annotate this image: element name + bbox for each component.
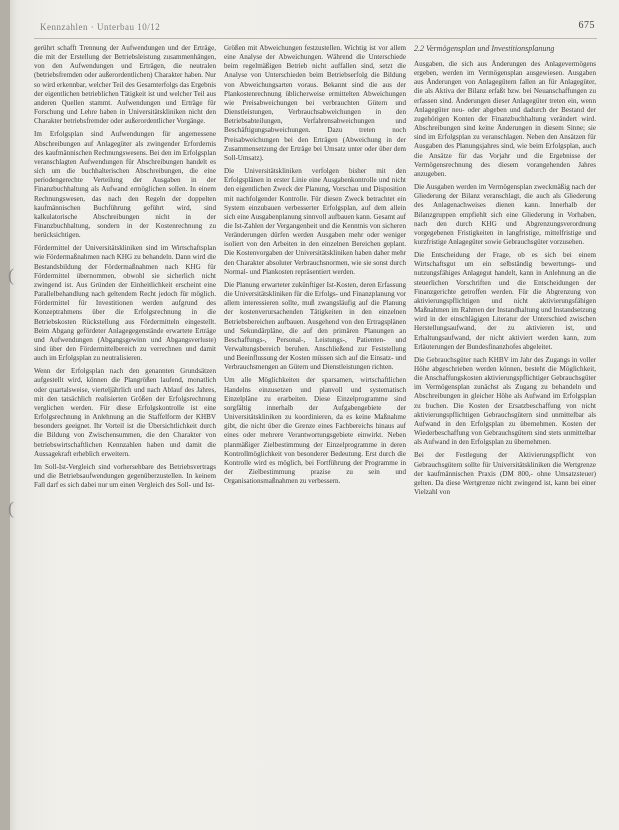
paragraph: Die Universitätskliniken verfolgen bisher mit den Erfolgsplänen in erster Linie eine Ausgabenkontrolle und nicht den eigentlichen Zweck der Planung, Vorschau und Disposition mit nachfolgender Kontrolle. Für diesen Zweck betrachtet ein System einzubauen verbesserter Erfolgsplan, auf dem allein sich eine Ausgabenplanung sinnvoll aufbauen kann. Gesamt auf die Ist-Zahlen der Vergangenheit und die Kenntnis von sicheren Veränderungen dürfen werden Ausgaben mehr oder weniger isoliert von den Arbeiten in den einzelnen Bereichen geplant. Die Kostenvorgaben der Universitätskliniken haben daher mehr den Charakter absoluter Verbrauchsnormen, wie sie sonst durch Normal- und Plankosten repräsentiert werden. xyxy=(224,167,406,276)
text-column-2 xyxy=(224,44,406,490)
paragraph: Fördermittel der Universitätskliniken sind im Wirtschaftsplan wie Fördermaßnahmen nach KHG zu behandeln. Dann wird die Bestandsbildung der Fördermaßnahmen nach KHG für Fördermittel übernommen, obwohl sie sicherlich nicht zwingend ist. Aus Gründen der Einheitlichkeit erscheint eine Parallelbehandlung nach geltendem Recht jedoch für möglich. Fördermittel für Investitionen werden aufgrund des Konzeptrahmens über die Erfolgsrechnung in die Betriebskosten Rückstellung aus Fördermitteln eingestellt. Beim Abgang gefördeter Anlagegegenstände erwartete Erträge und Aufwendungen (Abgangsgewinn und Abgangsverluste) sind über den Fördermittelbereich zu verrechnen und damit auch im Erfolgsplan zu neutralisieren. xyxy=(34,244,216,363)
paragraph: gerührt schafft Trennung der Aufwendungen und der Erträge, die mit der Erstellung der Betriebsleistung zusammenhängen, von den Aufwendungen und Erträgen, die neutralen (betriebsfremden oder außerordentlichen) Charakter haben. Nur so wird erkennbar, welcher Teil des Gesamterfolgs das Ergebnis der eigentlichen betrieblichen Tätigkeit ist und welcher Teil aus anderen Quellen stammt. Aufwendungen und Erträge für Forschung und Lehre haben in Universitätskliniken nicht den Charakter betriebsfremder oder außerordentlicher Vorgänge. xyxy=(34,44,216,126)
page-number: 675 xyxy=(578,20,595,31)
paragraph: Im Erfolgsplan sind Aufwendungen für angemessene Abschreibungen auf Anlagegüter als zwingender Erfordernis des kaufmännischen Rechnungswesens. Bei den im Erfolgsplan veranschlagten Aufwendungen für Abschreibungen handelt es sich um die buchhalterischen Abschreibungen, die eine periodengerechte Verteilung der Ausgaben in der Finanzbuchhaltung als Aufwand ermöglichen sollen. In einem Rechnungswesen, das nach den Regeln der doppelten kaufmännischen Buchführung geführt wird, sind kalkulatorische Abschreibungen nicht in der Finanzbuchhaltung, sondern in der Kostenrechnung zu berücksichtigen. xyxy=(34,130,216,240)
header-rule xyxy=(34,38,597,39)
text-column-3 xyxy=(414,44,596,501)
paragraph: Die Gebrauchsgüter nach KHBV im Jahr des Zugangs in voller Höhe abgeschrieben werden können, besteht die Möglichkeit, die Anschaffungskosten aktivierungspflichtiger Gebrauchsgüter im Vermögensplan zunächst als Zugang zu behandeln und Abschreibungen in gleicher Höhe als Aufwand im Erfolgsplan zu buchen. Die Kosten der Ersatzbeschaffung von nicht aktivierungspflichtigen Gebrauchsgütern sind unmittelbar als Aufwand in den Erfolgsplan zu übernehmen. Kosten der Wiederbeschaffung von Gebrauchsgütern sind stets unmittelbar als Aufwand in den Erfolgsplan zu übernehmen. xyxy=(414,355,596,447)
paragraph: Die Planung erwarteter zukünftiger Ist-Kosten, deren Erfassung die Universitätskliniken für die Erfolgs- und Finanzplanung vor allem interessieren sollte, muß zwangsläufig auf die Planung der kostenverursachenden Tätigkeiten in den einzelnen Betriebsbereichen aufbauen. Ausgehend von den Ertragsplänen und Sekundärpläne, die auf den primären Planungen an Beschaffungs-, Personal-, Leistungs-, Patienten- und Verwaltungsbereich beruhen. Anschließend zur Feststellung und Beeinflussung der Kosten müssen sich auf die Einsatz- und Verbrauchsmengen an Gütern und Dienstleistungen richten. xyxy=(224,280,406,372)
paragraph: Ausgaben, die sich aus Änderungen des Anlagevermögens ergeben, werden im Vermögensplan ausgewiesen. Ausgaben aus Änderungen von Anlagegütern fallen an für Anlagegüter, die als Aktiva der Bilanz erfaßt bzw. bei Neuanschaffungen zu erfassen sind. Änderungen dieser Anlagegüter treten ein, wenn Anlagegüter neu- oder abgeben und dadurch der Bestand der zugehörigen Konten der Finanzbuchhaltung verändert wird. Abschreibungen sind keine Änderungen in diesem Sinne; sie sind im Erfolgsplan zu veranschlagen. Neben den Ansätzen für Ausgaben des Planungsjahres sind, wie beim Erfolgsplan, auch die Ansätze für das Vorjahr und die Ergebnisse der Vermögensrechnung des diesem vorangehenden Jahres anzugeben. xyxy=(414,60,596,178)
paragraph: Die Ausgaben werden im Vermögensplan zweckmäßig nach der Gliederung der Bilanz veranschlagt, die auch als Gliederung des Anlagenachweises dienen kann. Innerhalb der Bilanzgruppen empfiehlt sich eine Gliederung in Vorhaben, nach den durch KHG und Abgrenzungsverordnung vorgegebenen Fristigkeiten in langfristige, mittelfristige und kurzfristige Anlagegüter sowie Gebrauchsgüter vorzusehen. xyxy=(414,183,596,246)
paragraph: Größen mit Abweichungen festzustellen. Wichtig ist vor allem eine Analyse der Abweichungen. Während die Unterschiede beim regelmäßigen Betrieb nicht auffallen sind, setzt die Analyse von Unterschieden beim Betriebserfolg die Bildung von Abweichungsarten voraus. Bekannt sind die aus der Plankostenrechnung üblicherweise ermittelten Abweichungen wie Preisabweichungen bei verbrauchten Gütern und Dienstleistungen, Verbrauchsabweichungen in den Betriebsabteilungen, Verfahrensabweichungen und Beschäftigungsabweichungen. Dazu treten noch Preisabweichungen bei den Erträgen (Abweichung in der Zusammensetzung der Erträge bei Umsatz unter oder über dem Soll-Umsatz). xyxy=(224,44,406,162)
paragraph: Die Entscheidung der Frage, ob es sich bei einem Wirtschaftsgut um ein selbständig bewertungs- und nutzungsfähiges Anlagegut handelt, kann in Anlehnung an die steuerlichen Vorschriften und die Entscheidungen der Finanzgerichte getroffen werden. Für die Abgrenzung von aktivierungspflichtigen und nicht aktivierungsfähigen Maßnahmen im Rahmen der Instandhaltung und Instandsetzung wird in der einschlägigen Literatur der Unterschied zwischen Herstellungsaufwand, der zu aktivieren ist, und Erhaltungsaufwand, der nicht aktiviert werden kann, zum Erläuterungen der Bundesfinanzhofes abgeleitet. xyxy=(414,251,596,351)
page-binding-edge xyxy=(0,0,10,830)
paragraph: Wenn der Erfolgsplan nach den genannten Grundsätzen aufgestellt wird, können die Plangrößen laufend, monatlich oder quartalsweise, vierteljährlich und nach Ablauf des Jahres, mit den tatsächlich realisierten Größen der Erfolgsrechnung verglichen werden. Für diese Erfolgskontrolle ist eine Erfolgsrechnung in Anlehnung an die Staffelform der KHBV besonders geeignet. Ihr Vorteil ist die Übersichtlichkeit durch die Bildung von Zwischensummen, die den Charakter von betriebswirtschaftlichen Kennzahlen haben und damit die Aussagekraft erheblich erweitern. xyxy=(34,367,216,458)
binding-hole-mark-icon: ( xyxy=(8,498,14,518)
section-heading: 2.2 Vermögensplan und Investitionsplanung xyxy=(414,44,555,53)
paragraph: Im Soll-Ist-Vergleich sind vorhersehbare des Betriebsvertrags und die Betriebsaufwendungen gegenüberzustellen. In keinem Fall darf es sich dabei nur um einen Vergleich des Soll- und Ist- xyxy=(34,462,216,490)
text-column-1 xyxy=(34,44,216,494)
paragraph: Bei der Festlegung der Aktivierungspflicht von Gebrauchsgütern sollte für Universitätskliniken die Wertgrenze der kaufmännischen Praxis (DM 800,- ohne Umsatzsteuer) gelten. Da diese Wertgrenze nicht zwingend ist, kann bei einer Vielzahl von xyxy=(414,451,596,497)
header-title: Kennzahlen · Unterbau 10/12 xyxy=(40,22,161,32)
paragraph: Um alle Möglichkeiten der sparsamen, wirtschaftlichen Handelns einzusetzen und planvoll und systematisch Einzelpläne zu erarbeiten. Diese Einzelprogramme sind sorgfältig innerhalb der Aufgabengebiete der Universitätskliniken zu koordinieren, da es keine Maßnahme gibt, die nicht über die Grenze eines Fachbereichs hinaus auf eines oder mehrere Verantwortungsgebiete einwirkt. Neben planmäßiger Zielbestimmung der Einzelprogramme in deren Kontrollmöglichkeit von besonderer Bedeutung. Erst durch die Kontrolle wird es möglich, bei Fortführung der Programme in der Zielbestimmung prazise zu sein und Organisationsmaßnahmen zu verbessern. xyxy=(224,376,406,486)
running-header xyxy=(30,22,599,36)
binding-hole-mark-icon: ( xyxy=(8,265,14,285)
